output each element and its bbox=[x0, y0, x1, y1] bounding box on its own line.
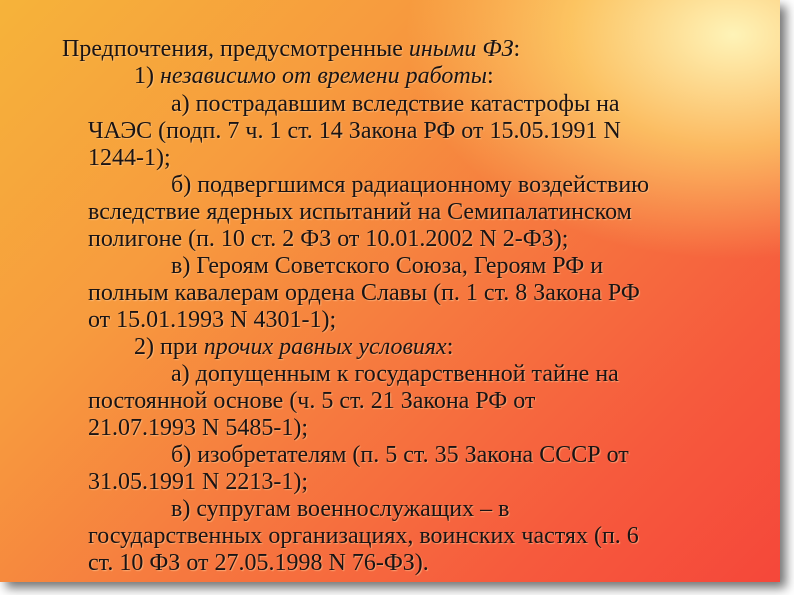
s1c-line-1: в) Героям Советского Союза, Героям РФ и bbox=[171, 253, 604, 279]
s2c-line-2: государственных организациях, воинских частях (п. 6 bbox=[88, 523, 639, 549]
heading-italic: иными ФЗ bbox=[408, 36, 514, 62]
s2c-line-1: в) супругам военнослужащих – в bbox=[171, 496, 510, 522]
section2-heading bbox=[134, 334, 453, 361]
section2-number: 2) при bbox=[134, 334, 204, 360]
section2-italic: прочих равных условиях bbox=[203, 334, 447, 360]
s1b-line-3: полигоне (п. 10 ст. 2 ФЗ от 10.01.2002 N 2-ФЗ); bbox=[88, 226, 569, 252]
s2a-line-1: а) допущенным к государственной тайне на bbox=[171, 361, 619, 387]
heading-prefix: Предпочтения, предусмотренные bbox=[62, 36, 409, 62]
s1c-line-3: от 15.01.1993 N 4301-1); bbox=[88, 307, 337, 333]
s1a-line-3: 1244-1); bbox=[88, 145, 171, 171]
s2a-line-2: постоянной основе (ч. 5 ст. 21 Закона РФ от bbox=[88, 388, 536, 414]
s2c-line-3: ст. 10 ФЗ от 27.05.1998 N 76-ФЗ). bbox=[88, 550, 429, 576]
s1b-line-1: б) подвергшимся радиационному воздействию bbox=[171, 172, 650, 198]
heading-line bbox=[62, 36, 520, 63]
section1-suffix: : bbox=[487, 63, 494, 89]
s1a-line-1: а) пострадавшим вследствие катастрофы на bbox=[171, 91, 620, 117]
s1a-line-2: ЧАЭС (подп. 7 ч. 1 ст. 14 Закона РФ от 15.05.1991 N bbox=[88, 118, 621, 144]
s2b-line-1: б) изобретателям (п. 5 ст. 35 Закона СССР от bbox=[171, 442, 629, 468]
section1-heading bbox=[134, 63, 494, 90]
s1b-line-2: вследствие ядерных испытаний на Семипалатинском bbox=[88, 199, 632, 225]
section1-italic: независимо от времени работы bbox=[160, 63, 488, 89]
heading-suffix: : bbox=[513, 36, 521, 62]
s2a-line-3: 21.07.1993 N 5485-1); bbox=[88, 415, 308, 441]
s2b-line-2: 31.05.1991 N 2213-1); bbox=[88, 469, 308, 495]
s1c-line-2: полным кавалерам ордена Славы (п. 1 ст. 8 Закона РФ bbox=[88, 280, 640, 306]
section1-number: 1) bbox=[134, 63, 160, 89]
section2-suffix: : bbox=[446, 334, 454, 360]
